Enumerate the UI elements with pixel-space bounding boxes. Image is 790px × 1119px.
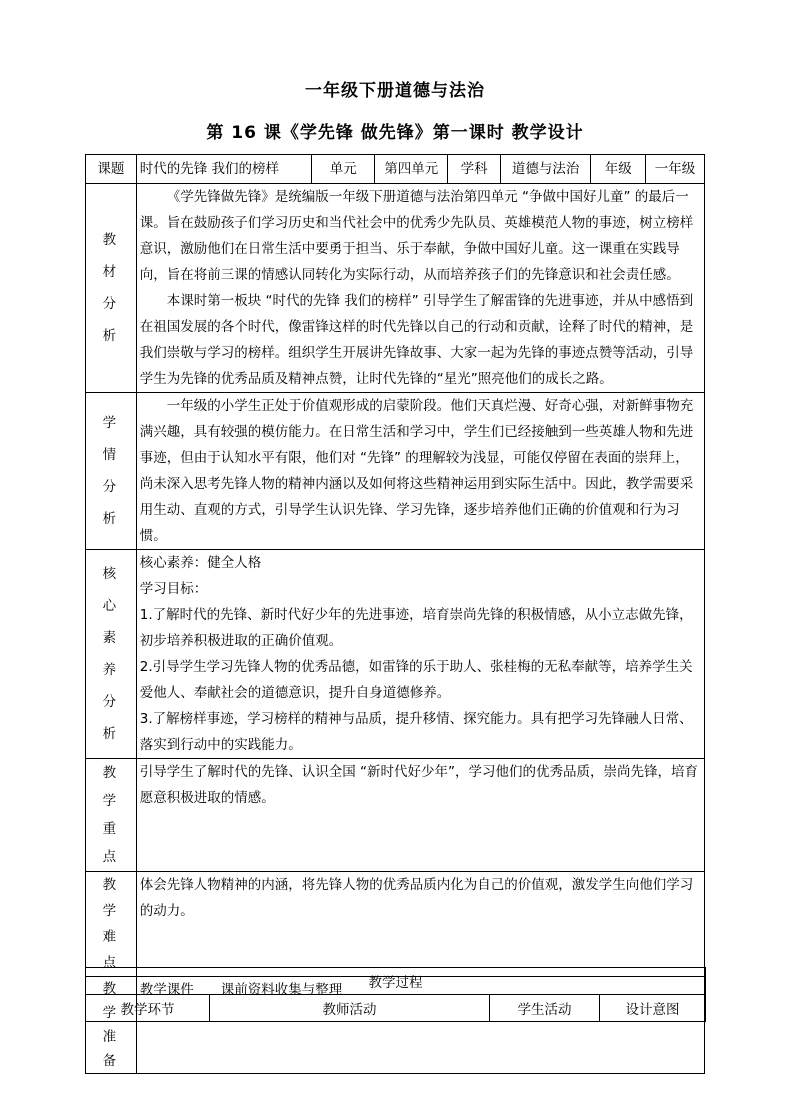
key-label <box>86 759 137 872</box>
materials-paragraph-1: 《学先锋做先锋》是统编版一年级下册道德与法治第四单元 “争做中国好儿童” 的最后一课。旨在鼓励孩子们学习历史和当代社会中的优秀少先队员、英雄模范人物的事迹，树立榜样意识，激励他们在日常生活中要勇于担当、乐于奉献，争做中国好儿童。这一课重在实践导向，旨在将前三课的情感认同转化为实际行动，从而培养孩子们的先锋意识和社会责任感。 <box>139 189 694 283</box>
learners-content <box>136 393 704 550</box>
key-row <box>86 759 705 872</box>
process-header-row <box>86 995 706 1022</box>
prep-text: 教学课件 课前资料收集与整理 <box>139 982 343 998</box>
unit-label: 单元 <box>312 155 375 184</box>
teaching-process-table <box>85 967 706 1022</box>
process-col-student: 学生活动 <box>490 995 600 1022</box>
core-literacy: 核心素养：健全人格 <box>139 555 262 571</box>
document-subtitle: 第 16 课《学先锋 做先锋》第一课时 教学设计 <box>206 123 584 143</box>
materials-content <box>136 184 704 393</box>
goal-1: 1.了解时代的先锋、新时代好少年的先进事迹，培育崇尚先锋的积极情感，从小立志做先锋，初步培养积极进取的正确价值观。 <box>139 607 693 649</box>
key-label-line1: 教 学 <box>102 765 129 809</box>
difficult-label <box>86 872 137 977</box>
materials-row <box>86 184 705 393</box>
difficult-content <box>136 872 704 977</box>
difficult-label-line1: 教 学 <box>102 877 129 919</box>
process-title-row <box>86 968 706 995</box>
materials-label-line1: 教 材 <box>102 232 131 280</box>
learners-paragraph: 一年级的小学生正处于价值观形成的启蒙阶段。他们天真烂漫、好奇心强，对新鲜事物充满兴趣，具有较强的模仿能力。在日常生活和学习中，学生们已经接触到一些英雄人物和先进事迹，但由于认知水平有限，他们对 “先锋” 的理解较为浅显，可能仅停留在表面的崇拜上，尚未深入思考先锋人物的精神内涵以及如何将这些精神运用到实际生活中。因此，教学需要采用生动、直观的方式，引导学生认识先锋、学习先锋，逐步培养他们正确的价值观和行为习惯。 <box>139 398 694 544</box>
subject-value: 道德与法治 <box>501 155 591 184</box>
process-col-stage: 教学环节 <box>86 995 210 1022</box>
unit-value: 第四单元 <box>375 155 448 184</box>
lesson-design-table <box>85 154 705 1074</box>
learners-label <box>86 393 137 550</box>
core-label-line2: 素 养 <box>102 630 131 678</box>
core-content <box>136 550 704 759</box>
learners-label-line1: 学 情 <box>102 415 131 463</box>
key-content <box>136 759 704 872</box>
core-row <box>86 550 705 759</box>
difficult-row <box>86 872 705 977</box>
process-col-teacher: 教师活动 <box>210 995 490 1022</box>
topic-value: 时代的先锋 我们的榜样 <box>136 155 312 184</box>
key-text: 引导学生了解时代的先锋、认识全国 “新时代好少年”，学习他们的优秀品质，崇尚先锋，培育愿意积极进取的情感。 <box>139 764 699 806</box>
prep-label-line1: 教 学 <box>102 981 129 1021</box>
goal-3: 3.了解榜样事迹，学习榜样的精神与品质，提升移情、探究能力。具有把学习先锋融人日常、落实到行动中的实践能力。 <box>139 711 693 753</box>
materials-paragraph-2: 本课时第一板块 “时代的先锋 我们的榜样” 引导学生了解雷锋的先进事迹，并从中感悟到在祖国发展的各个时代，像雷锋这样的时代先锋以自己的行动和贡献，诠释了时代的精神，是我们崇敬与学习的榜样。组织学生开展讲先锋故事、大家一起为先锋的事迹点赞等活动，引导学生为先锋的优秀品质及精神点赞，让时代先锋的“星光”照亮他们的成长之路。 <box>139 293 694 387</box>
goals-title: 学习目标： <box>139 581 208 597</box>
learners-row <box>86 393 705 550</box>
topic-label: 课题 <box>86 155 137 184</box>
difficult-label-line2: 难 点 <box>102 929 129 971</box>
key-label-line2: 重 点 <box>102 821 129 865</box>
header-row <box>86 155 705 184</box>
prep-label-line2: 准 备 <box>102 1029 129 1069</box>
core-label-line3: 分 析 <box>102 694 131 742</box>
difficult-text: 体会先锋人物精神的内涵，将先锋人物的优秀品质内化为自己的价值观，激发学生向他们学习的动力。 <box>139 877 694 919</box>
grade-label: 年级 <box>591 155 646 184</box>
learners-label-line2: 分 析 <box>102 479 131 527</box>
core-label-line1: 核 心 <box>102 566 131 614</box>
subject-label: 学科 <box>448 155 501 184</box>
process-col-intent: 设计意图 <box>600 995 706 1022</box>
grade-value: 一年级 <box>646 155 705 184</box>
document-title: 一年级下册道德与法治 <box>305 81 485 101</box>
process-title: 教学过程 <box>86 968 706 995</box>
materials-label <box>86 184 137 393</box>
core-label <box>86 550 137 759</box>
materials-label-line2: 分 析 <box>102 296 131 344</box>
goal-2: 2.引导学生学习先锋人物的优秀品德，如雷锋的乐于助人、张桂梅的无私奉献等，培养学生关爱他人、奉献社会的道德意识，提升自身道德修养。 <box>139 659 693 701</box>
